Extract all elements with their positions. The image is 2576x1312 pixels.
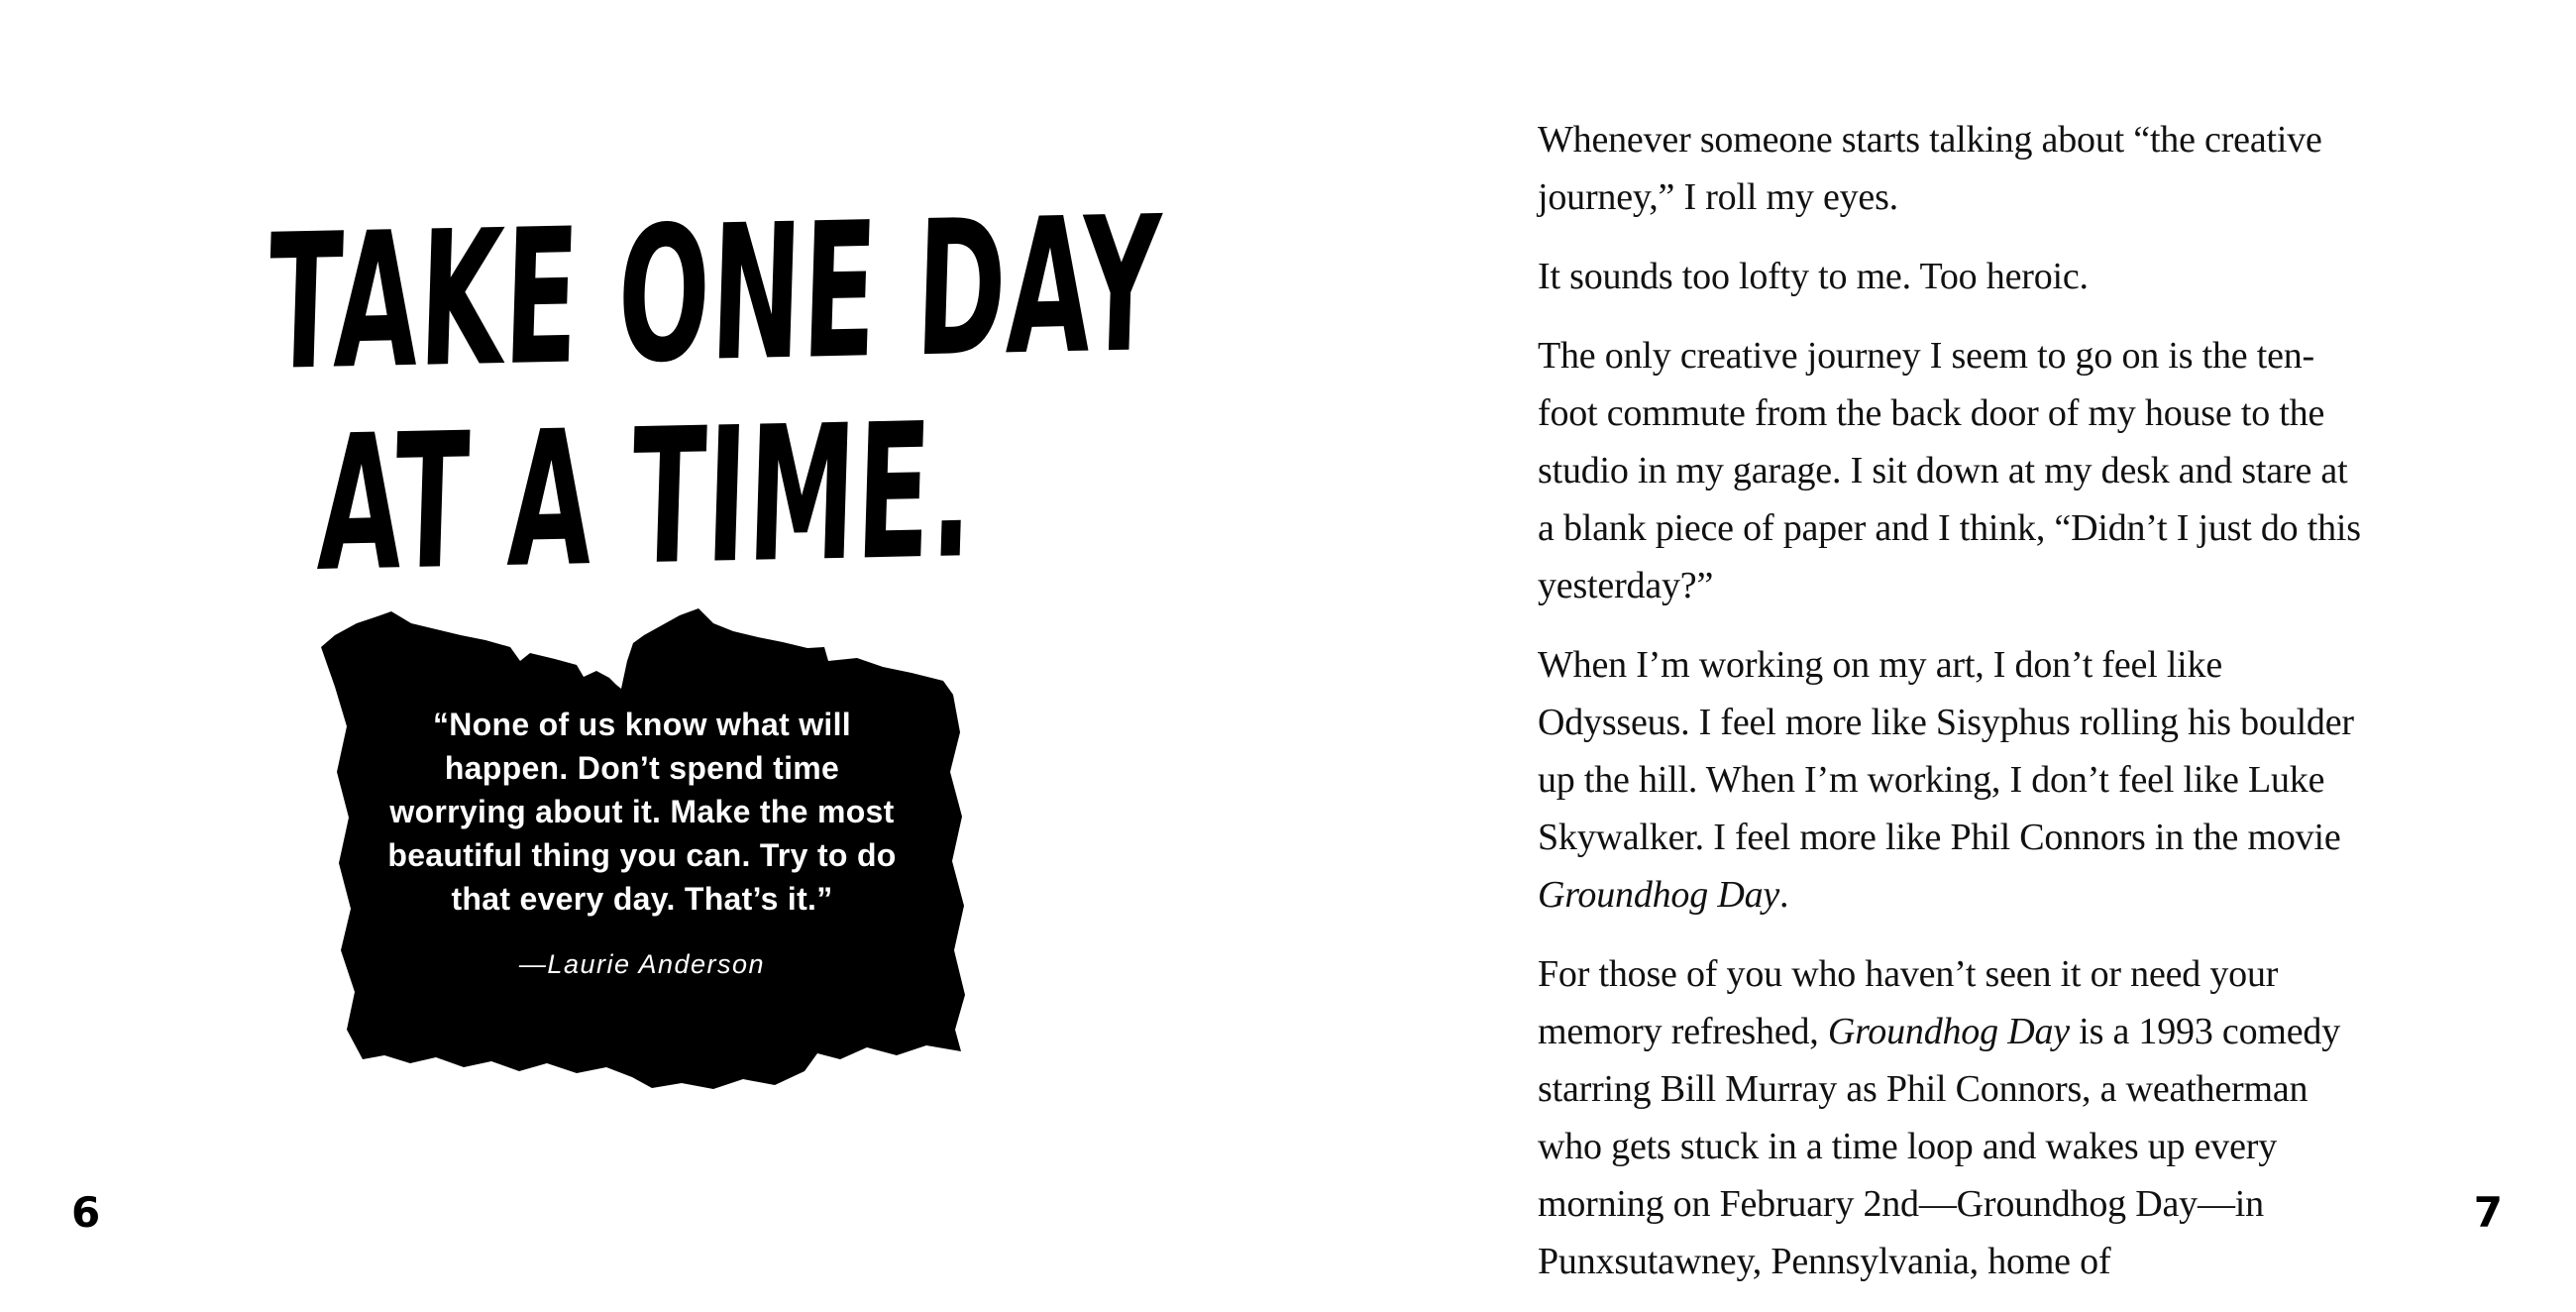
chapter-title-line-2: AT A TIME. xyxy=(315,383,978,614)
page-number-right: 7 xyxy=(2473,1188,2503,1237)
right-page xyxy=(1288,0,2576,1288)
body-paragraph: It sounds too lofty to me. Too heroic. xyxy=(1538,256,2089,297)
quote-line: “None of us know what will xyxy=(432,707,852,742)
body-paragraph: Whenever someone starts talking about “the creative journey,” I roll my eyes. xyxy=(1538,119,2322,218)
body-paragraph: When I’m working on my art, I don’t feel like Odysseus. I feel more like Sisyphus rolling his boulder up the hill. When I’m working, I don’t feel like Luke Skywalker. I feel more like Phil Connors in the movie Groundhog Day. xyxy=(1538,644,2354,916)
body-paragraph: For those of you who haven’t seen it or need your memory refreshed, Groundhog Day is a 1993 comedy starring Bill Murray as Phil Connors, a weatherman who gets stuck in a time loop and wakes up every morning on February 2nd—Groundhog Day—in Punxsutawney, Pennsylvania, home of xyxy=(1538,953,2341,1282)
quote-line: beautiful thing you can. Try to do xyxy=(387,837,897,873)
left-page xyxy=(0,0,1288,1288)
body-paragraph: The only creative journey I seem to go on is the ten-foot commute from the back door of my house to the studio in my garage. I sit down at my desk and stare at a blank piece of paper and I think, “Didn’t I just do this yesterday?” xyxy=(1538,335,2361,606)
quote-line: worrying about it. Make the most xyxy=(389,794,895,829)
quote-attribution: —Laurie Anderson xyxy=(518,949,766,979)
quote-line: happen. Don’t spend time xyxy=(444,750,840,786)
quote-line: that every day. That’s it.” xyxy=(451,881,833,917)
torn-paper-quote-card xyxy=(317,603,966,1094)
page-number-left: 6 xyxy=(71,1188,101,1237)
body-text xyxy=(1538,111,2368,1312)
chapter-title xyxy=(0,176,1292,614)
quote-text xyxy=(345,703,939,921)
chapter-title-line-1: TAKE ONE DAY xyxy=(265,176,1165,413)
